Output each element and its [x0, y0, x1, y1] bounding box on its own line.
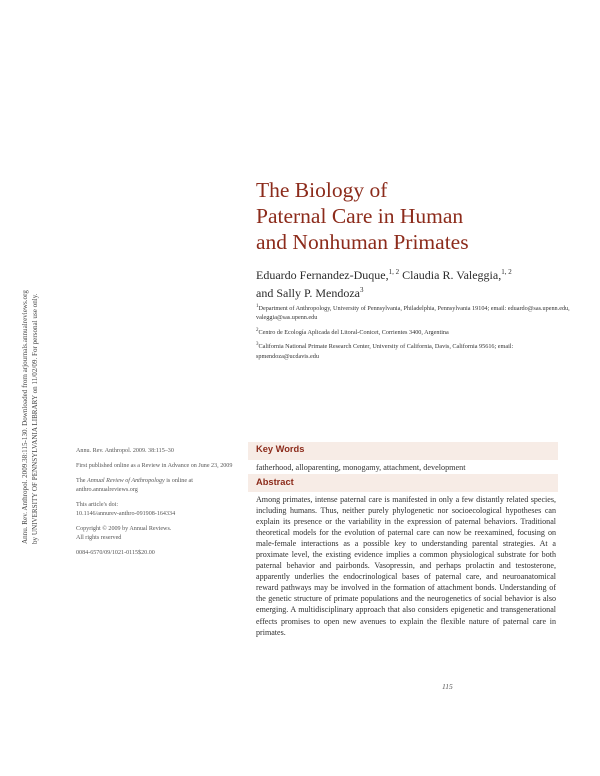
article-title — [256, 177, 556, 255]
affiliation: $^3$California National Primate Research Center, University of California, Davis, California 95616; email: spmendoza@ucdavis.edu — [256, 342, 514, 360]
title-line: The Biology of — [256, 178, 388, 202]
title-line: Paternal Care in Human — [256, 204, 464, 228]
author-affil-ref: 1, 2 — [501, 268, 512, 276]
first-published-note: First published online as a Review in Advance on June 23, 2009 — [76, 463, 233, 469]
author-affil-ref: 1, 2 — [388, 268, 400, 276]
author-affil-ref: 3 — [360, 286, 364, 294]
issn: 0084-6570/09/1021-0115$20.00 — [76, 550, 155, 556]
author-list — [256, 265, 566, 301]
abstract-heading: Abstract — [256, 477, 294, 487]
affiliation: $^1$Department of Anthropology, University of Pennsylvania, Philadelphia, Pennsylvania 19104; email: eduardo@sas.upenn.edu, valeggia@sas.upenn.edu — [256, 304, 570, 322]
abstract-band — [248, 474, 558, 492]
copyright-note: Copyright © 2009 by Annual Reviews. All rights reserved — [76, 526, 172, 541]
online-note: The Annual Review of Anthropology is online at anthro.annualreviews.org — [76, 478, 193, 493]
author-name: and Sally P. Mendoza — [256, 286, 360, 300]
affiliations — [256, 302, 576, 364]
download-notice-line1: Annu. Rev. Anthropol. 2009.38:115-130. Downloaded from arjournals.annualreviews.org — [21, 290, 29, 544]
download-notice-line2: by UNIVERSITY OF PENNSYLVANIA LIBRARY on 11/02/09. For personal use only. — [31, 293, 39, 544]
author-name: Eduardo Fernandez-Duque, — [256, 268, 389, 282]
affiliation: $^2$Centro de Ecología Aplicada del Litoral-Conicet, Corrientes 3400, Argentina — [256, 327, 449, 336]
doi-note: This article's doi: 10.1146/annurev-anthro-091908-164334 — [76, 501, 241, 519]
keywords-text: fatherhood, alloparenting, monogamy, attachment, development — [256, 463, 466, 472]
abstract-text: Among primates, intense paternal care is manifested in only a few distantly related species, including humans. Thus, neither purely phylogenetic nor socioecological hypotheses can explain its presence or the variability in the expression of paternal behaviors. Traditional theoretical models for the evolution of paternal care can now be reexamined, focusing on male-female interactions as a possible key to understanding parental strategies. At a proximate level, the existing evidence implies a common physiological substrate for both paternal behavior and pairbonds. Vasopressin, and perhaps prolactin and testosterone, apparently underlies the endocrinological bases of paternal care, and neuroanatomical reward pathways may be involved in the formation of attachment bonds. Understanding of the genetic structure of primate populations and the neurogenetics of social behavior is also emerging. A multidisciplinary approach that also considers epigenetic and transgenerational effects promises to open new avenues to explain the flexible nature of paternal care in primates. — [256, 495, 556, 637]
citation: Annu. Rev. Anthropol. 2009. 38:115–30 — [76, 448, 174, 454]
title-line: and Nonhuman Primates — [256, 230, 469, 254]
download-notice — [20, 248, 40, 544]
article-metadata — [76, 447, 241, 564]
keywords-heading: Key Words — [256, 444, 305, 454]
doi: 10.1146/annurev-anthro-091908-164334 — [76, 511, 176, 517]
page-number: 115 — [442, 682, 453, 691]
author-name: Claudia R. Valeggia, — [399, 268, 502, 282]
